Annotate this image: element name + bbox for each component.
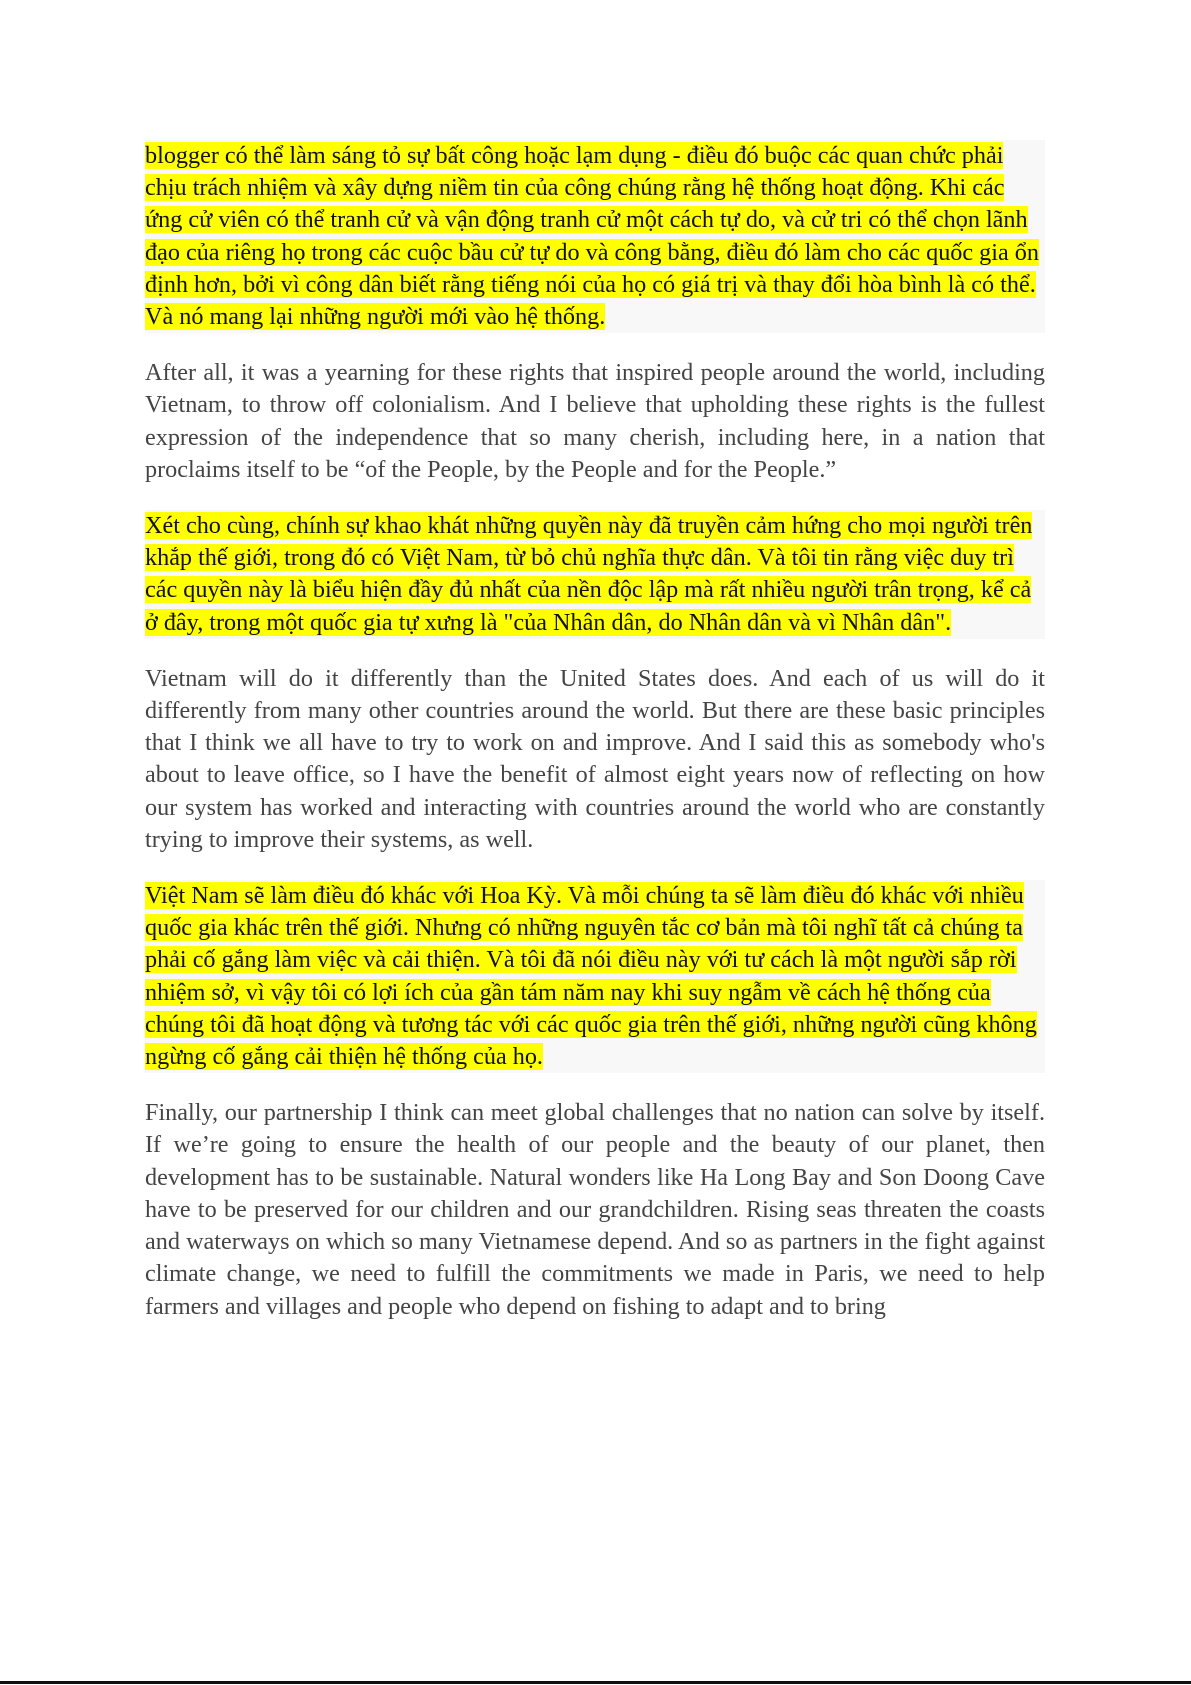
english-paragraph: After all, it was a yearning for these rights that inspired people around the world, including Vietnam, to throw off colonialism. And I believe that upholding these rights is the fullest expression of the independence that so many cherish, including here, in a nation that proclaims itself to be “of the People, by the People and for the People.” <box>145 359 1045 483</box>
highlighted-text: Xét cho cùng, chính sự khao khát những quyền này đã truyền cảm hứng cho mọi người trên khắp thế giới, trong đó có Việt Nam, từ bỏ chủ nghĩa thực dân. Và tôi tin rằng việc duy trì các quyền này là biểu hiện đầy đủ nhất của nền độc lập mà rất nhiều người trân trọng, kể cả ở đây, trong một quốc gia tự xưng là "của Nhân dân, do Nhân dân và vì Nhân dân". <box>145 512 1033 636</box>
page-bottom-rule <box>0 1681 1191 1684</box>
english-paragraph: Finally, our partnership I think can meet global challenges that no nation can solve by itself. If we’re going to ensure the health of our people and the beauty of our planet, then development has to be sustainable. Natural wonders like Ha Long Bay and Son Doong Cave have to be preserved for our children and our grandchildren. Rising seas threaten the coasts and waterways on which so many Vietnamese depend. And so as partners in the fight against climate change, we need to fulfill the commitments we made in Paris, we need to help farmers and villages and people who depend on fishing to adapt and to bring <box>145 1099 1045 1320</box>
document-body <box>145 140 1045 1347</box>
english-paragraph: Vietnam will do it differently than the United States does. And each of us will do it differently from many other countries around the world. But there are these basic principles that I think we all have to try to work on and improve. And I said this as somebody who's about to leave office, so I have the benefit of almost eight years now of reflecting on how our system has worked and interacting with countries around the world who are constantly trying to improve their systems, as well. <box>145 664 1045 853</box>
vietnamese-paragraph <box>145 510 1045 639</box>
highlighted-text: blogger có thể làm sáng tỏ sự bất công hoặc lạm dụng - điều đó buộc các quan chức phải chịu trách nhiệm và xây dựng niềm tin của công chúng rằng hệ thống hoạt động. Khi các ứng cử viên có thể tranh cử và vận động tranh cử một cách tự do, và cử tri có thể chọn lãnh đạo của riêng họ trong các cuộc bầu cử tự do và công bằng, điều đó làm cho các quốc gia ổn định hơn, bởi vì công dân biết rằng tiếng nói của họ có giá trị và thay đổi hòa bình là có thể. Và nó mang lại những người mới vào hệ thống. <box>145 142 1039 331</box>
highlighted-text: Việt Nam sẽ làm điều đó khác với Hoa Kỳ. Và mỗi chúng ta sẽ làm điều đó khác với nhiều quốc gia khác trên thế giới. Nhưng có những nguyên tắc cơ bản mà tôi nghĩ tất cả chúng ta phải cố gắng làm việc và cải thiện. Và tôi đã nói điều này với tư cách là một người sắp rời nhiệm sở, vì vậy tôi có lợi ích của gần tám năm nay khi suy ngẫm về cách hệ thống của chúng tôi đã hoạt động và tương tác với các quốc gia trên thế giới, những người cũng không ngừng cố gắng cải thiện hệ thống của họ. <box>145 882 1037 1071</box>
vietnamese-paragraph <box>145 140 1045 333</box>
vietnamese-paragraph <box>145 880 1045 1073</box>
